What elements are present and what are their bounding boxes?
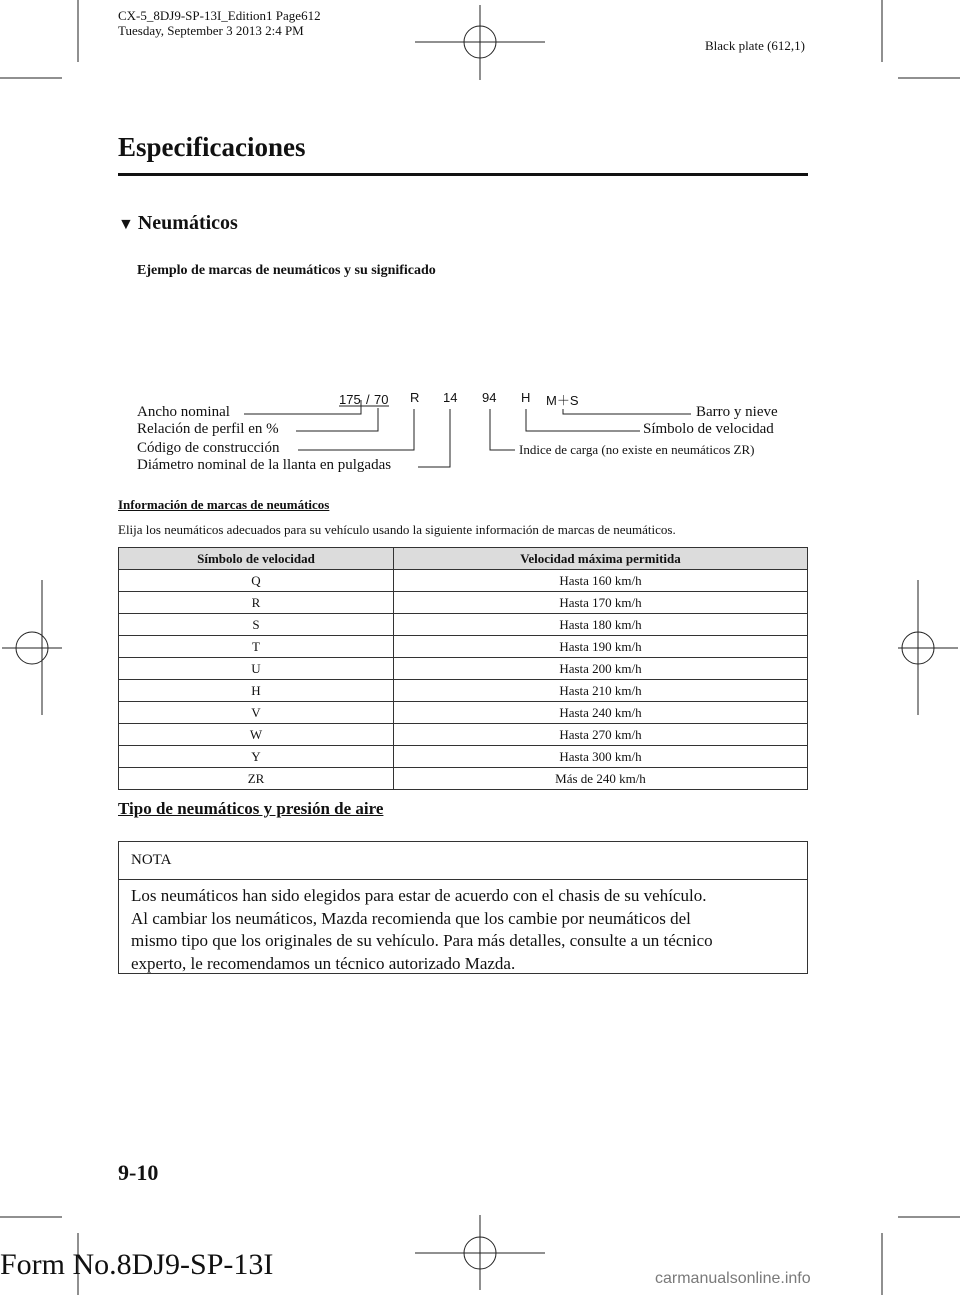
print-date-line: Tuesday, September 3 2013 2:4 PM [118, 23, 304, 38]
label-diameter: Diámetro nominal de la llanta en pulgadas [137, 457, 392, 473]
table-row [119, 592, 808, 614]
code-slash: / [366, 392, 370, 407]
code-width: 175 [339, 392, 361, 407]
table-header-row [119, 548, 808, 570]
table-row [119, 614, 808, 636]
table-row [119, 658, 808, 680]
note-box [118, 841, 808, 974]
info-title: Información de marcas de neumáticos [118, 497, 330, 512]
label-construction: Código de construcción [137, 440, 280, 456]
symbol-cell: T [119, 636, 394, 658]
speed-cell: Hasta 170 km/h [394, 592, 808, 614]
chapter-title: Especificaciones [118, 132, 306, 162]
page-number: 9-10 [118, 1160, 159, 1185]
label-speed: Símbolo de velocidad [643, 421, 774, 437]
section-title: Neumáticos [137, 212, 238, 234]
table-row [119, 636, 808, 658]
code-ratio: 70 [374, 392, 389, 407]
speed-cell: Hasta 180 km/h [394, 614, 808, 636]
symbol-cell: S [119, 614, 394, 636]
note-body [119, 880, 807, 975]
code-diameter: 14 [443, 390, 458, 405]
print-file-line: CX-5_8DJ9-SP-13I_Edition1 Page612 [118, 8, 321, 23]
tire-type-title: Tipo de neumáticos y presión de aire [118, 799, 384, 818]
note-line: Al cambiar los neumáticos, Mazda recomienda que los cambie por neumáticos del [131, 908, 691, 928]
note-line: experto, le recomendamos un técnico autorizado Mazda. [131, 953, 516, 973]
speed-cell: Hasta 190 km/h [394, 636, 808, 658]
label-ratio: Relación de perfil en % [137, 421, 279, 437]
symbol-cell: R [119, 592, 394, 614]
speed-cell: Más de 240 km/h [394, 768, 808, 790]
table-row [119, 746, 808, 768]
table-row [119, 724, 808, 746]
watermark: carmanualsonline.info [655, 1270, 811, 1287]
code-mud-snow: M＋S [546, 393, 579, 408]
symbol-cell: ZR [119, 768, 394, 790]
table-row [119, 570, 808, 592]
table-row [119, 680, 808, 702]
info-text: Elija los neumáticos adecuados para su vehículo usando la siguiente información de marcas de neumáticos. [118, 522, 676, 537]
form-number: Form No.8DJ9-SP-13I [0, 1248, 274, 1281]
symbol-cell: Y [119, 746, 394, 768]
symbol-cell: Q [119, 570, 394, 592]
column-header-speed: Velocidad máxima permitida [394, 548, 808, 570]
symbol-cell: W [119, 724, 394, 746]
speed-table [118, 547, 808, 790]
symbol-cell: H [119, 680, 394, 702]
note-line: mismo tipo que los originales de su vehículo. Para más detalles, consulte a un técnico [131, 931, 713, 950]
table-row [119, 768, 808, 790]
symbol-cell: V [119, 702, 394, 724]
plate-label: Black plate (612,1) [705, 38, 805, 53]
speed-cell: Hasta 210 km/h [394, 680, 808, 702]
speed-cell: Hasta 240 km/h [394, 702, 808, 724]
note-line: Los neumáticos han sido elegidos para estar de acuerdo con el chasis de su vehículo. [131, 886, 707, 905]
column-header-symbol: Símbolo de velocidad [119, 548, 394, 570]
table-row [119, 702, 808, 724]
code-speed: H [521, 390, 531, 405]
code-load: 94 [482, 390, 497, 405]
speed-cell: Hasta 270 km/h [394, 724, 808, 746]
label-mud-snow: Barro y nieve [696, 404, 778, 420]
symbol-cell: U [119, 658, 394, 680]
label-load: Indice de carga (no existe en neumáticos ZR) [519, 442, 755, 457]
speed-cell: Hasta 200 km/h [394, 658, 808, 680]
section-marker-icon: ▼ [118, 216, 134, 233]
speed-cell: Hasta 300 km/h [394, 746, 808, 768]
note-label: NOTA [119, 842, 807, 880]
speed-cell: Hasta 160 km/h [394, 570, 808, 592]
label-width: Ancho nominal [137, 404, 230, 420]
code-construction: R [410, 390, 420, 405]
diagram-caption: Ejemplo de marcas de neumáticos y su significado [137, 263, 436, 278]
